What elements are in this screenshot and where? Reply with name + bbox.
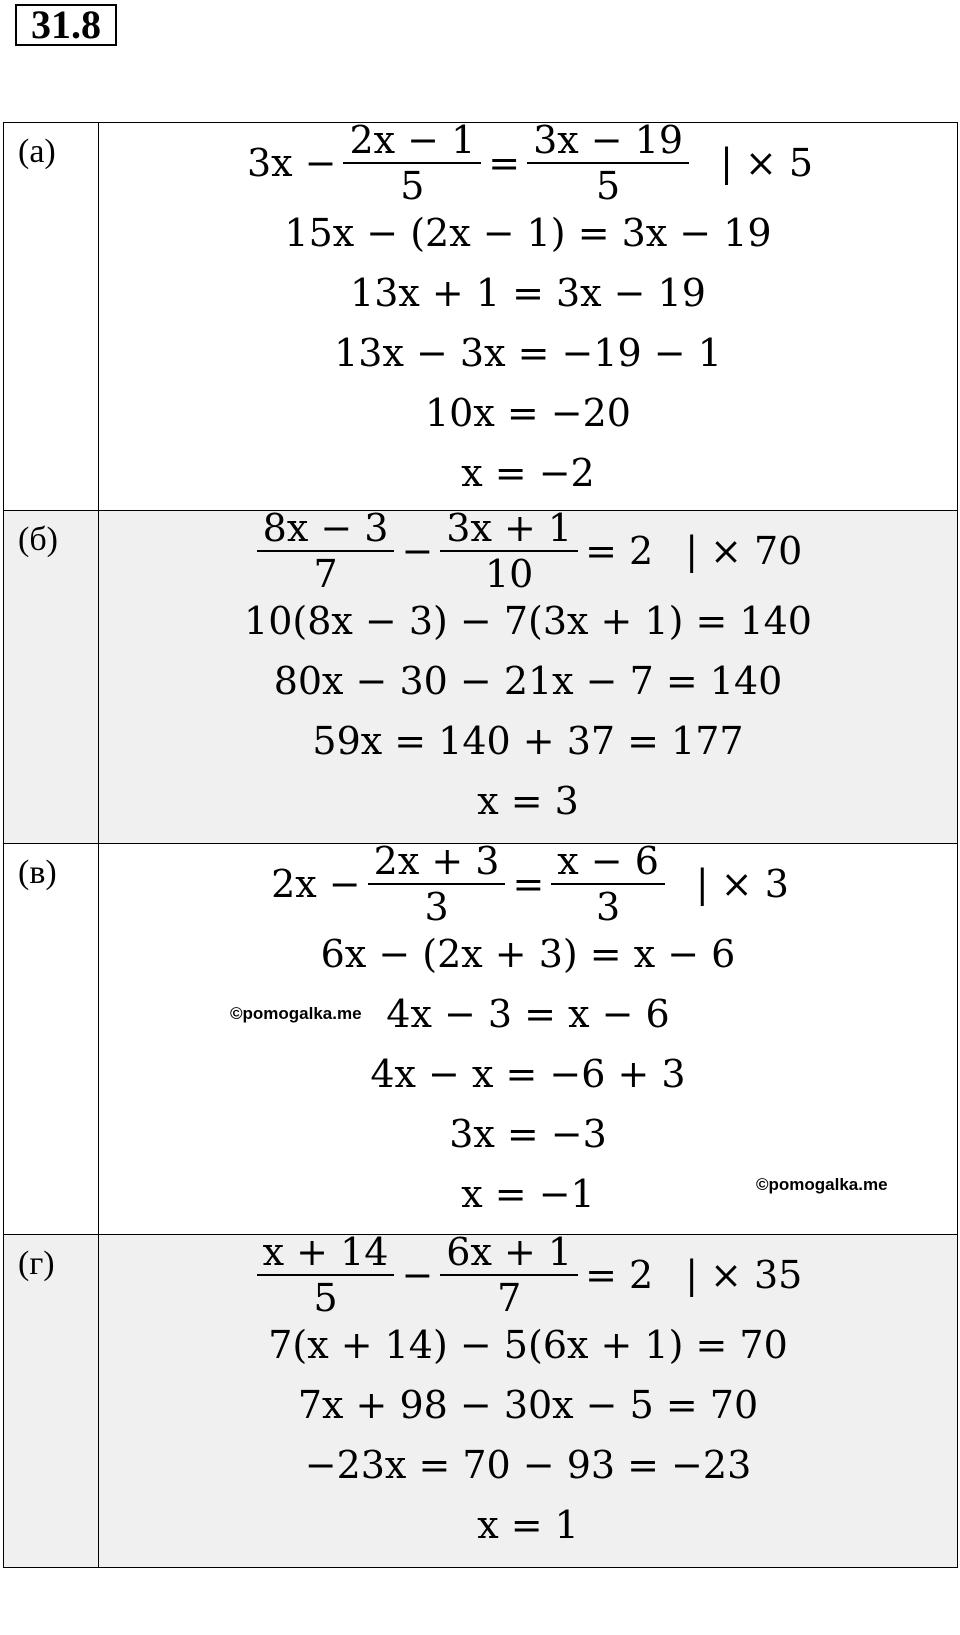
multiplier: | × 35 <box>685 1253 803 1297</box>
denominator: 5 <box>343 162 481 206</box>
equation-line: x = 3 <box>477 779 579 823</box>
multiplier: | × 70 <box>685 529 803 573</box>
first-equation <box>99 506 957 596</box>
term: 3x − <box>246 141 337 185</box>
equation-line: 3x = −3 <box>449 1112 607 1156</box>
part-row <box>4 511 958 844</box>
equation-line: 6x − (2x + 3) = x − 6 <box>320 932 736 976</box>
operator: = <box>488 141 521 185</box>
numerator: x + 14 <box>262 1230 389 1274</box>
equation-line: 7(x + 14) − 5(6x + 1) = 70 <box>268 1323 788 1367</box>
equation-line: 7x + 98 − 30x − 5 = 70 <box>297 1383 759 1427</box>
equation-line: 4x − x = −6 + 3 <box>370 1052 686 1096</box>
denominator: 10 <box>440 550 578 594</box>
fraction <box>527 120 689 206</box>
equation-line: 4x − 3 = x − 6 <box>386 992 670 1036</box>
part-label: (в) <box>4 844 99 1235</box>
equation-line: 10x = −20 <box>425 391 631 435</box>
numerator: 8x − 3 <box>262 506 389 550</box>
operator: = <box>512 862 545 906</box>
solution-table <box>3 118 958 1568</box>
part-work <box>99 118 958 511</box>
part-work <box>99 1230 958 1568</box>
numerator: 2x − 1 <box>349 118 476 162</box>
denominator: 3 <box>368 883 506 927</box>
denominator: 7 <box>257 550 395 594</box>
denominator: 5 <box>257 1274 395 1318</box>
denominator: 3 <box>551 883 665 927</box>
equation-line: 80x − 30 − 21x − 7 = 140 <box>273 659 783 703</box>
equation-line: x = −1 <box>461 1172 595 1216</box>
first-equation <box>99 839 957 929</box>
numerator: 3x − 19 <box>533 118 684 162</box>
first-equation <box>99 1230 957 1320</box>
fraction <box>440 1232 578 1318</box>
part-label: (б) <box>4 511 99 844</box>
part-row <box>4 1235 958 1568</box>
equation-line: 13x − 3x = −19 − 1 <box>334 331 722 375</box>
numerator: x − 6 <box>557 839 659 883</box>
term: 2x − <box>271 862 361 906</box>
fraction <box>343 120 481 206</box>
fraction <box>257 1232 395 1318</box>
fraction <box>257 508 395 594</box>
numerator: 3x + 1 <box>446 506 573 550</box>
equation-line: 13x + 1 = 3x − 19 <box>350 271 706 315</box>
equation-line: −23x = 70 − 93 = −23 <box>304 1443 752 1487</box>
fraction <box>551 841 665 927</box>
fraction <box>368 841 506 927</box>
problem-number: 31.8 <box>15 4 117 46</box>
numerator: 2x + 3 <box>373 839 500 883</box>
operator: − <box>401 529 434 573</box>
equation-line: 10(8x − 3) − 7(3x + 1) = 140 <box>244 599 812 643</box>
equation-line: 15x − (2x − 1) = 3x − 19 <box>284 211 772 255</box>
watermark: ©pomogalka.me <box>756 1175 888 1194</box>
numerator: 6x + 1 <box>446 1230 573 1274</box>
multiplier: | × 3 <box>695 862 789 906</box>
part-label: (г) <box>4 1235 99 1568</box>
equation-line: x = −2 <box>461 451 595 495</box>
multiplier: | × 5 <box>720 141 814 185</box>
part-row <box>4 123 958 511</box>
equation-line: 59x = 140 + 37 = 177 <box>312 719 744 763</box>
fraction <box>440 508 578 594</box>
watermark: ©pomogalka.me <box>230 1004 362 1023</box>
denominator: 7 <box>440 1274 578 1318</box>
part-work <box>99 506 958 844</box>
equation-line: x = 1 <box>477 1503 579 1547</box>
denominator: 5 <box>527 162 689 206</box>
part-label: (а) <box>4 123 99 511</box>
term: = 2 <box>585 529 654 573</box>
operator: − <box>401 1253 434 1297</box>
first-equation <box>99 118 957 208</box>
term: = 2 <box>585 1253 654 1297</box>
